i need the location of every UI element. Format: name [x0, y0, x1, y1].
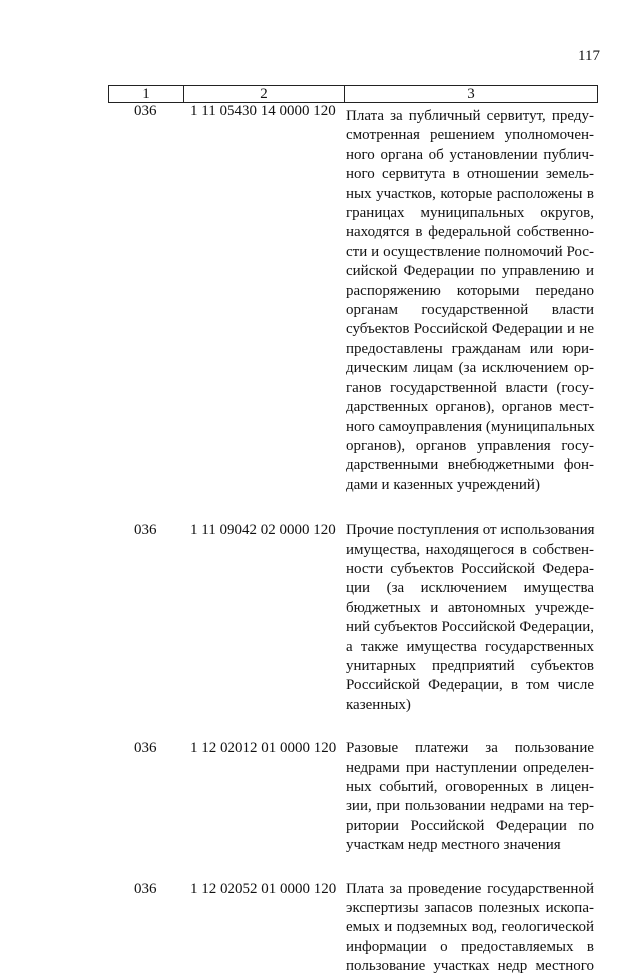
description-line: органам государственной власти	[346, 302, 594, 319]
column-header-3: 3	[345, 86, 598, 103]
description-line: субъектов Российской Федерации и не	[346, 321, 594, 338]
page-number: 117	[578, 48, 600, 64]
income-description	[346, 739, 594, 855]
budget-classification-code: 1 11 05430 14 0000 120	[190, 103, 336, 119]
description-line: находятся в федеральной собственно-	[346, 224, 594, 241]
description-line: сти и осуществление полномочий Рос-	[346, 243, 594, 260]
description-line: Плата за проведение государственной	[346, 880, 594, 897]
income-description	[346, 107, 594, 495]
description-line: ного самоуправления (муниципальных	[346, 418, 595, 435]
description-line: дическим лицам (за исключением ор-	[346, 360, 594, 377]
description-line: Российской Федерации, в том числе	[346, 677, 594, 694]
description-line: зии, при пользовании недрами на тер-	[346, 798, 594, 815]
description-line: казенных)	[346, 696, 411, 713]
description-line: границах муниципальных округов,	[346, 205, 594, 222]
column-header-table	[108, 85, 598, 103]
description-line: органов), органов управления госу-	[346, 437, 594, 454]
table-row	[108, 880, 598, 977]
description-line: смотренная решением уполномочен-	[346, 127, 594, 144]
admin-code: 036	[134, 522, 157, 539]
income-description	[346, 521, 594, 715]
description-line: Плата за публичный сервитут, преду-	[346, 108, 594, 124]
description-line: Прочие поступления от использования	[346, 522, 595, 539]
description-line: имущества, находящегося в собствен-	[346, 541, 594, 558]
budget-classification-code: 1 12 02052 01 0000 120	[190, 880, 337, 897]
description-line: дами и казенных учреждений)	[346, 476, 540, 493]
description-line: ных участков, которые расположены в	[346, 185, 594, 202]
budget-classification-code: 1 12 02012 01 0000 120	[190, 740, 337, 757]
description-line: информации о предоставляемых в	[346, 938, 594, 955]
description-line: емых и подземных вод, геологической	[346, 919, 594, 936]
table-body	[108, 102, 598, 977]
budget-classification-code: 1 11 09042 02 0000 120	[190, 522, 336, 539]
description-line: бюджетных и автономных учрежде-	[346, 599, 594, 616]
description-line: ции (за исключением имущества	[346, 580, 594, 597]
description-line: недрами при наступлении определен-	[346, 759, 594, 776]
description-line: распоряжению которыми передано	[346, 282, 594, 299]
description-line: ний субъектов Российской Федерации,	[346, 619, 594, 636]
description-line: сийской Федерации по управлению и	[346, 263, 594, 280]
column-header-row	[109, 86, 598, 103]
description-line: ного сервитута в отношении земель-	[346, 166, 594, 183]
description-line: ных событий, оговоренных в лицен-	[346, 779, 594, 795]
table-row	[108, 521, 598, 715]
description-line: дарственными внебюджетными фон-	[346, 457, 594, 474]
column-header-1: 1	[109, 86, 184, 103]
admin-code: 036	[134, 880, 157, 897]
admin-code: 036	[134, 103, 157, 119]
description-line: ганов государственной власти (госу-	[346, 379, 594, 396]
description-line: унитарных предприятий субъектов	[346, 657, 594, 674]
table-row	[108, 739, 598, 855]
description-line: пользование участках недр местного	[346, 958, 594, 975]
description-line: участкам недр местного значения	[346, 837, 561, 854]
table-row	[108, 102, 598, 495]
description-line: дарственных органов), органов мест-	[346, 399, 594, 416]
column-header-2: 2	[184, 86, 345, 103]
description-line: предоставлены гражданам или юри-	[346, 340, 594, 357]
admin-code: 036	[134, 740, 157, 757]
description-line: ности субъектов Российской Федера-	[346, 560, 594, 577]
description-line: Разовые платежи за пользование	[346, 740, 594, 757]
description-line: ритории Российской Федерации по	[346, 817, 594, 834]
description-line: а также имущества государственных	[346, 638, 594, 655]
description-line: экспертизы запасов полезных ископа-	[346, 900, 594, 917]
income-description	[346, 880, 594, 977]
description-line: ного органа об установлении публич-	[346, 146, 594, 163]
